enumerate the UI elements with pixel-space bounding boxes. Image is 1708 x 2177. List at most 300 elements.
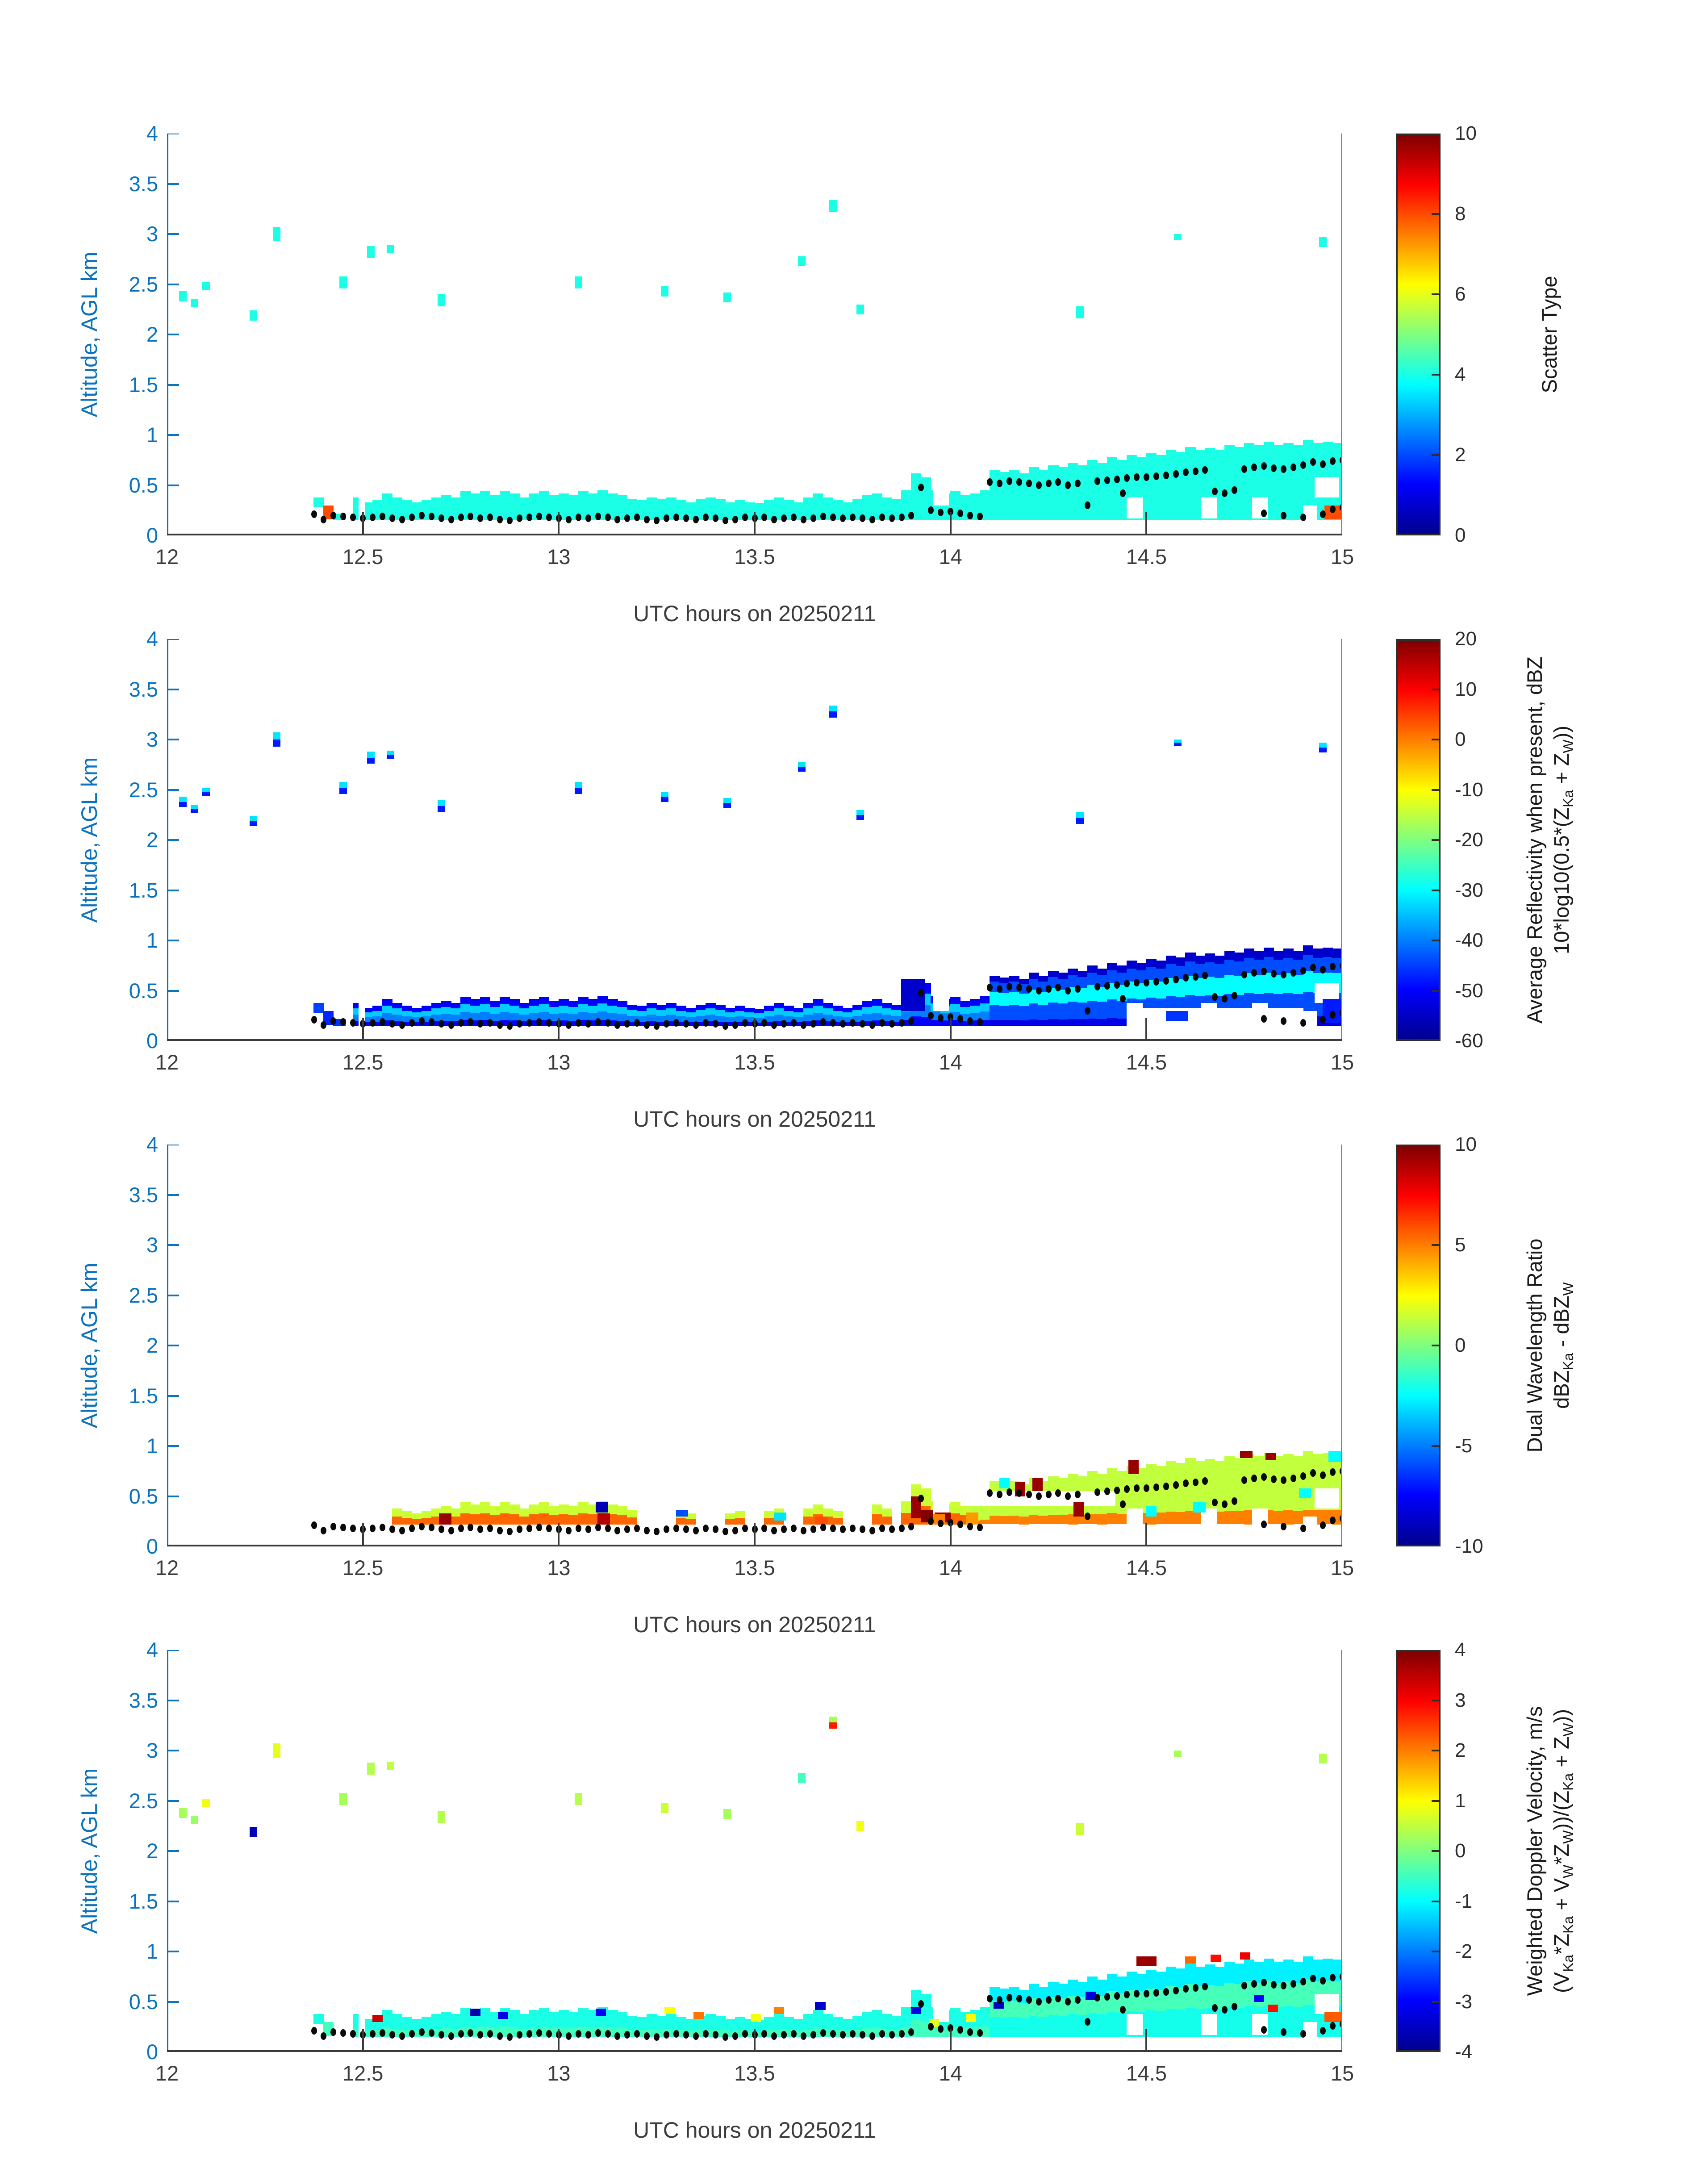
colorbar-tick: [1432, 1850, 1439, 1852]
speck-cell: [179, 797, 187, 802]
speck-cell: [438, 1811, 445, 1823]
heatmap-cell: [568, 1007, 579, 1014]
speck-cell: [723, 803, 731, 808]
x-tick: [558, 2029, 560, 2050]
heatmap-cell: [529, 1504, 539, 1515]
y-tick-label: 2.5: [129, 1788, 158, 1813]
radar-base-dot: [1153, 1483, 1159, 1491]
radar-base-dot: [595, 1018, 601, 1026]
heatmap-cell: [1274, 445, 1284, 521]
heatmap-plot-doppler-velocity: [167, 1650, 1342, 2052]
radar-base-dot: [908, 1523, 914, 1530]
y-axis-label: Altitude, AGL km: [77, 251, 102, 418]
x-tick-label: 15: [1330, 545, 1354, 568]
x-tick: [1145, 2029, 1147, 2050]
radar-base-dot: [938, 1014, 944, 1022]
heatmap-cell: [1166, 1011, 1188, 1021]
heatmap-cell: [764, 2017, 774, 2030]
x-tick-label: 13.5: [734, 1050, 775, 1074]
speck-cell: [367, 752, 375, 758]
heatmap-cell: [1303, 971, 1313, 992]
heatmap-cell: [509, 1504, 520, 1515]
heatmap-cell: [980, 2007, 990, 2027]
y-tick-label: 0: [146, 2040, 158, 2064]
y-tick: [168, 1650, 179, 1651]
heatmap-cell: [744, 1008, 755, 1012]
radar-base-dot: [722, 1528, 728, 1535]
y-axis-label: Altitude, AGL km: [77, 1262, 102, 1429]
radar-base-dot: [1281, 1523, 1286, 1530]
heatmap-cell: [1009, 976, 1019, 982]
speck-cell: [856, 305, 864, 315]
colorbar-tick: [1432, 1901, 1439, 1902]
radar-base-dot: [1251, 1475, 1257, 1482]
radar-base-dot: [1310, 1469, 1316, 1477]
y-tick: [168, 1445, 179, 1447]
colorbar-tick: [1432, 1244, 1439, 1246]
radar-base-dot: [1320, 460, 1326, 468]
radar-base-dot: [810, 2031, 816, 2039]
radar-base-dot: [546, 1525, 552, 1532]
heatmap-cell: [1077, 971, 1088, 978]
colorbar-tick-label: 2: [1455, 444, 1466, 466]
colorbar-tick-label: 10: [1455, 1133, 1477, 1155]
colorbar-tick-label: 0: [1455, 1334, 1466, 1356]
heatmap-cell: [1019, 994, 1029, 1006]
heatmap-cell: [725, 1012, 735, 1017]
heatmap-cell: [833, 1006, 843, 1011]
heatmap-cell: [529, 999, 539, 1006]
heatmap-cell: [862, 2012, 873, 2028]
heatmap-cell: [559, 1013, 569, 1020]
y-tick: [168, 1395, 179, 1397]
heatmap-cell: [539, 1513, 549, 1525]
heatmap-cell: [1166, 956, 1176, 964]
heatmap-cell: [999, 1006, 1010, 1020]
data-gap: [933, 490, 949, 506]
radar-base-dot: [664, 2031, 669, 2039]
radar-base-dot: [311, 2027, 317, 2035]
y-tick: [168, 1295, 179, 1296]
y-tick: [168, 1800, 179, 1802]
x-axis-label: UTC hours on 20250211: [633, 1107, 876, 1132]
speck-cell: [829, 711, 837, 718]
panel-scatter-type: [0, 121, 1708, 639]
heatmap-cell: [823, 1508, 833, 1517]
speck-cell: [202, 282, 210, 290]
speck-cell: [661, 1803, 668, 1813]
colorbar-gradient: [1396, 134, 1441, 535]
heatmap-cell: [1128, 1460, 1139, 1475]
radar-base-dot: [1183, 974, 1189, 982]
speck-cell: [191, 299, 198, 307]
y-tick-label: 3: [146, 1233, 158, 1257]
radar-base-dot: [614, 516, 620, 523]
heatmap-cell: [1029, 973, 1039, 979]
y-tick: [168, 739, 179, 740]
heatmap-cell: [568, 1515, 579, 1524]
heatmap-cell: [597, 996, 608, 1003]
heatmap-cell: [607, 2010, 618, 2027]
heatmap-cell: [1117, 1019, 1127, 1026]
heatmap-cell: [1048, 971, 1058, 978]
heatmap-cell: [1058, 1020, 1068, 1026]
x-tick: [558, 1018, 560, 1039]
y-axis-label: Altitude, AGL km: [77, 1768, 102, 1934]
y-tick: [168, 1496, 179, 1497]
x-tick-label: 14.5: [1126, 545, 1167, 568]
speck-cell: [191, 809, 198, 813]
speck-cell: [1319, 743, 1327, 748]
heatmap-cell: [676, 1510, 689, 1517]
radar-base-dot: [840, 1525, 846, 1533]
speck-cell: [575, 1793, 582, 1805]
heatmap-cell: [637, 1011, 647, 1016]
radar-base-dot: [1114, 981, 1120, 989]
radar-base-dot: [1251, 1980, 1257, 1988]
heatmap-cell: [751, 2014, 761, 2022]
radar-base-dot: [1300, 967, 1306, 974]
radar-base-dot: [869, 1021, 875, 1029]
radar-base-dot: [1310, 964, 1316, 971]
speck-cell: [1319, 748, 1327, 752]
heatmap-cell: [607, 1006, 618, 1013]
heatmap-cell: [715, 1005, 726, 1010]
radar-base-dot: [1183, 1985, 1189, 1993]
heatmap-cell: [966, 2014, 976, 2022]
speck-cell: [723, 1809, 731, 1819]
x-tick-label: 13: [547, 1050, 571, 1074]
radar-base-dot: [1144, 1484, 1149, 1492]
radar-base-dot: [438, 514, 444, 522]
radar-base-dot: [1300, 1525, 1306, 1532]
heatmap-cell: [1215, 956, 1225, 964]
radar-base-dot: [380, 2029, 385, 2037]
colorbar-tick: [1432, 789, 1439, 791]
heatmap-cell: [1265, 1453, 1276, 1460]
heatmap-cell: [921, 1994, 931, 2022]
radar-base-dot: [1261, 1015, 1267, 1023]
colorbar-label-line1: Scatter Type: [1537, 276, 1561, 393]
heatmap-cell: [735, 1518, 745, 1525]
heatmap-cell: [1048, 465, 1058, 521]
radar-base-dot: [801, 2032, 806, 2040]
radar-base-dot: [605, 1525, 611, 1532]
radar-base-dot: [997, 985, 1002, 993]
heatmap-cell: [999, 993, 1010, 1006]
colorbar-tick: [1432, 839, 1439, 841]
radar-base-dot: [771, 516, 777, 523]
radar-base-dot: [771, 2032, 777, 2040]
speck-cell: [661, 286, 668, 297]
heatmap-cell: [1146, 1506, 1157, 1517]
radar-base-dot: [654, 517, 660, 524]
radar-base-dot: [546, 2030, 552, 2038]
radar-base-dot: [1300, 1978, 1306, 1985]
colorbar-gradient: [1396, 1650, 1441, 2052]
y-tick: [168, 233, 179, 235]
x-tick: [362, 2029, 364, 2050]
heatmap-cell: [990, 992, 1000, 1005]
radar-base-dot: [1251, 969, 1257, 977]
heatmap-cell: [1254, 975, 1264, 994]
radar-base-dot: [1144, 473, 1149, 481]
speck-cell: [1076, 306, 1084, 318]
radar-base-dot: [957, 510, 963, 517]
heatmap-cell: [793, 1012, 804, 1017]
heatmap-cell: [422, 1011, 432, 1016]
radar-base-dot: [1016, 1995, 1022, 2002]
heatmap-cell: [627, 1005, 637, 1010]
radar-base-dot: [987, 478, 993, 486]
radar-base-dot: [468, 1524, 473, 1531]
heatmap-cell: [1244, 1960, 1254, 1981]
heatmap-cell: [656, 2016, 667, 2030]
y-tick-label: 2: [146, 1333, 158, 1357]
heatmap-cell: [1274, 1962, 1284, 1983]
speck-cell: [829, 1717, 837, 1723]
heatmap-cell: [617, 1506, 627, 1515]
radar-base-dot: [957, 1521, 963, 1528]
heatmap-cell: [1303, 1451, 1313, 1509]
radar-base-dot: [448, 2032, 454, 2040]
heatmap-cell: [1038, 1020, 1048, 1026]
radar-base-dot: [330, 1523, 336, 1530]
heatmap-cell: [990, 1005, 1000, 1020]
heatmap-cell: [735, 2017, 745, 2030]
heatmap-cell: [1107, 1974, 1117, 1992]
radar-base-dot: [1330, 2022, 1336, 2030]
radar-base-dot: [595, 2029, 601, 2037]
radar-base-dot: [614, 1021, 620, 1029]
y-tick: [168, 940, 179, 941]
radar-base-dot: [624, 1525, 630, 1533]
radar-base-dot: [830, 1525, 836, 1532]
heatmap-cell: [470, 1504, 480, 1515]
radar-base-dot: [713, 514, 718, 522]
radar-base-dot: [370, 1525, 376, 1532]
x-tick-label: 14.5: [1126, 2061, 1167, 2085]
heatmap-cell: [999, 1020, 1010, 1026]
heatmap-cell: [1058, 973, 1068, 979]
radar-base-dot: [732, 516, 738, 523]
heatmap-cell: [950, 1004, 960, 1012]
radar-base-dot: [458, 1019, 464, 1027]
radar-base-dot: [1300, 1019, 1306, 1027]
heatmap-cell: [1097, 2014, 1107, 2037]
x-tick-label: 13: [547, 2061, 571, 2085]
radar-base-dot: [1134, 979, 1140, 986]
radar-base-dot: [644, 1021, 650, 1029]
heatmap-cell: [1176, 957, 1186, 965]
radar-base-dot: [1006, 477, 1012, 485]
radar-base-dot: [1026, 480, 1032, 487]
heatmap-plot-reflectivity: [167, 639, 1342, 1041]
radar-base-dot: [526, 514, 532, 521]
heatmap-cell: [1029, 1515, 1039, 1525]
radar-base-dot: [624, 1020, 630, 1028]
radar-base-dot: [644, 1527, 650, 1534]
y-tick-label: 1: [146, 1939, 158, 1963]
data-gap: [1315, 1994, 1339, 2014]
x-tick: [754, 512, 756, 534]
heatmap-cell: [1097, 1514, 1107, 1525]
radar-base-dot: [908, 512, 914, 519]
radar-base-dot: [850, 1525, 856, 1532]
heatmap-cell: [833, 2017, 843, 2030]
heatmap-cell: [441, 1001, 451, 1007]
heatmap-cell: [392, 1517, 402, 1525]
radar-base-dot: [899, 2030, 905, 2038]
radar-base-dot: [1330, 1517, 1336, 1524]
colorbar-tick: [1432, 454, 1439, 456]
heatmap-cell: [1185, 447, 1195, 520]
speck-cell: [339, 1793, 347, 1805]
radar-base-dot: [1281, 1017, 1286, 1025]
heatmap-cell: [813, 2010, 823, 2027]
heatmap-cell: [1029, 2016, 1039, 2037]
radar-base-dot: [330, 1017, 336, 1025]
heatmap-cell: [1077, 465, 1088, 521]
heatmap-cell: [617, 2012, 627, 2028]
heatmap-cell: [1156, 1972, 1166, 1990]
heatmap-cell: [500, 997, 510, 1004]
heatmap-cell: [1205, 1964, 1215, 1985]
speck-cell: [1076, 1823, 1084, 1835]
radar-base-dot: [1271, 970, 1277, 978]
radar-base-dot: [977, 513, 983, 520]
heatmap-cell: [460, 997, 471, 1004]
radar-base-dot: [1212, 993, 1218, 1001]
radar-base-dot: [1153, 472, 1159, 480]
radar-base-dot: [987, 1995, 993, 2002]
heatmap-cell: [500, 1513, 510, 1525]
y-tick-label: 3: [146, 222, 158, 246]
colorbar-tick: [1432, 890, 1439, 891]
heatmap-cell: [578, 2008, 589, 2027]
heatmap-cell: [627, 2016, 637, 2030]
data-gap: [1127, 1508, 1143, 1529]
colorbar-tick: [1432, 940, 1439, 941]
radar-base-dot: [1163, 1483, 1169, 1490]
radar-base-dot: [438, 1525, 444, 1533]
radar-base-dot: [595, 513, 601, 520]
heatmap-cell: [597, 1513, 610, 1525]
radar-base-dot: [713, 2031, 718, 2039]
radar-base-dot: [1193, 468, 1199, 475]
radar-base-dot: [810, 1525, 816, 1533]
heatmap-cell: [480, 1004, 490, 1012]
heatmap-cell: [1087, 965, 1098, 973]
heatmap-cell: [725, 1513, 735, 1519]
heatmap-cell: [725, 1008, 735, 1012]
radar-base-dot: [429, 2029, 434, 2037]
radar-base-dot: [614, 2032, 620, 2040]
heatmap-cell: [500, 1004, 510, 1012]
radar-base-dot: [1330, 1468, 1336, 1476]
radar-base-dot: [879, 1525, 885, 1532]
heatmap-cell: [754, 1009, 764, 1013]
x-tick-label: 14: [939, 545, 962, 568]
x-tick: [754, 1523, 756, 1545]
radar-base-dot: [889, 514, 895, 522]
x-tick: [1145, 512, 1147, 534]
speck-cell: [723, 292, 731, 303]
heatmap-cell: [1068, 1019, 1078, 1026]
radar-base-dot: [977, 2029, 983, 2037]
y-tick-label: 3: [146, 1738, 158, 1762]
radar-base-dot: [860, 2031, 865, 2039]
heatmap-cell: [1274, 1511, 1284, 1525]
x-tick-label: 13: [547, 1556, 571, 1579]
radar-base-dot: [977, 1018, 983, 1026]
colorbar-label-line2: dBZ$_{Ka}$ - dBZ$_W$: [1549, 1282, 1577, 1409]
colorbar-tick-label: 0: [1455, 1840, 1466, 1862]
heatmap-cell: [1048, 2015, 1058, 2037]
radar-base-dot: [458, 2030, 464, 2038]
y-tick: [168, 334, 179, 335]
heatmap-cell: [509, 1514, 520, 1525]
heatmap-cell: [815, 2002, 825, 2010]
y-tick: [168, 839, 179, 841]
heatmap-cell: [1146, 959, 1157, 967]
radar-base-dot: [791, 1525, 797, 1532]
radar-base-dot: [429, 1524, 434, 1531]
radar-base-dot: [330, 512, 336, 519]
heatmap-cell: [1048, 1003, 1058, 1019]
colorbar-tick-label: -2: [1455, 1940, 1473, 1962]
radar-base-dot: [1173, 470, 1179, 478]
x-axis-line: [167, 1039, 1342, 1041]
heatmap-cell: [509, 1006, 520, 1013]
radar-base-dot: [820, 2029, 826, 2037]
y-tick-label: 2.5: [129, 1283, 158, 1307]
radar-base-dot: [399, 2032, 405, 2040]
radar-base-dot: [399, 1527, 405, 1534]
heatmap-cell: [1195, 956, 1205, 964]
panel-dual-wavelength-ratio: [0, 1132, 1708, 1650]
heatmap-cell: [901, 2007, 911, 2027]
heatmap-cell: [470, 1006, 480, 1013]
x-tick-label: 14.5: [1126, 1050, 1167, 1074]
data-gap: [1201, 497, 1217, 518]
heatmap-cell: [568, 1506, 579, 1515]
heatmap-cell: [578, 1502, 589, 1513]
colorbar-tick-label: 4: [1455, 1639, 1466, 1661]
data-gap: [1315, 1488, 1339, 1508]
radar-base-dot: [340, 1524, 346, 1531]
speck-cell: [438, 294, 445, 306]
speck-cell: [179, 1808, 187, 1818]
x-axis-line: [167, 1545, 1342, 1546]
radar-base-dot: [419, 1523, 425, 1530]
radar-base-dot: [1330, 457, 1336, 465]
heatmap-cell: [1234, 2008, 1244, 2037]
heatmap-cell: [588, 1514, 598, 1525]
colorbar-tick-label: 1: [1455, 1789, 1466, 1812]
heatmap-cell: [803, 1003, 814, 1009]
heatmap-cell: [793, 1008, 804, 1012]
heatmap-cell: [706, 1008, 716, 1015]
speck-cell: [575, 788, 582, 794]
heatmap-cell: [1166, 450, 1176, 521]
radar-base-dot: [1281, 971, 1286, 978]
radar-base-dot: [967, 2028, 973, 2036]
radar-base-dot: [1300, 1472, 1306, 1480]
radar-base-dot: [458, 1525, 464, 1532]
radar-base-dot: [957, 1015, 963, 1023]
heatmap-cell: [1117, 1001, 1127, 1019]
